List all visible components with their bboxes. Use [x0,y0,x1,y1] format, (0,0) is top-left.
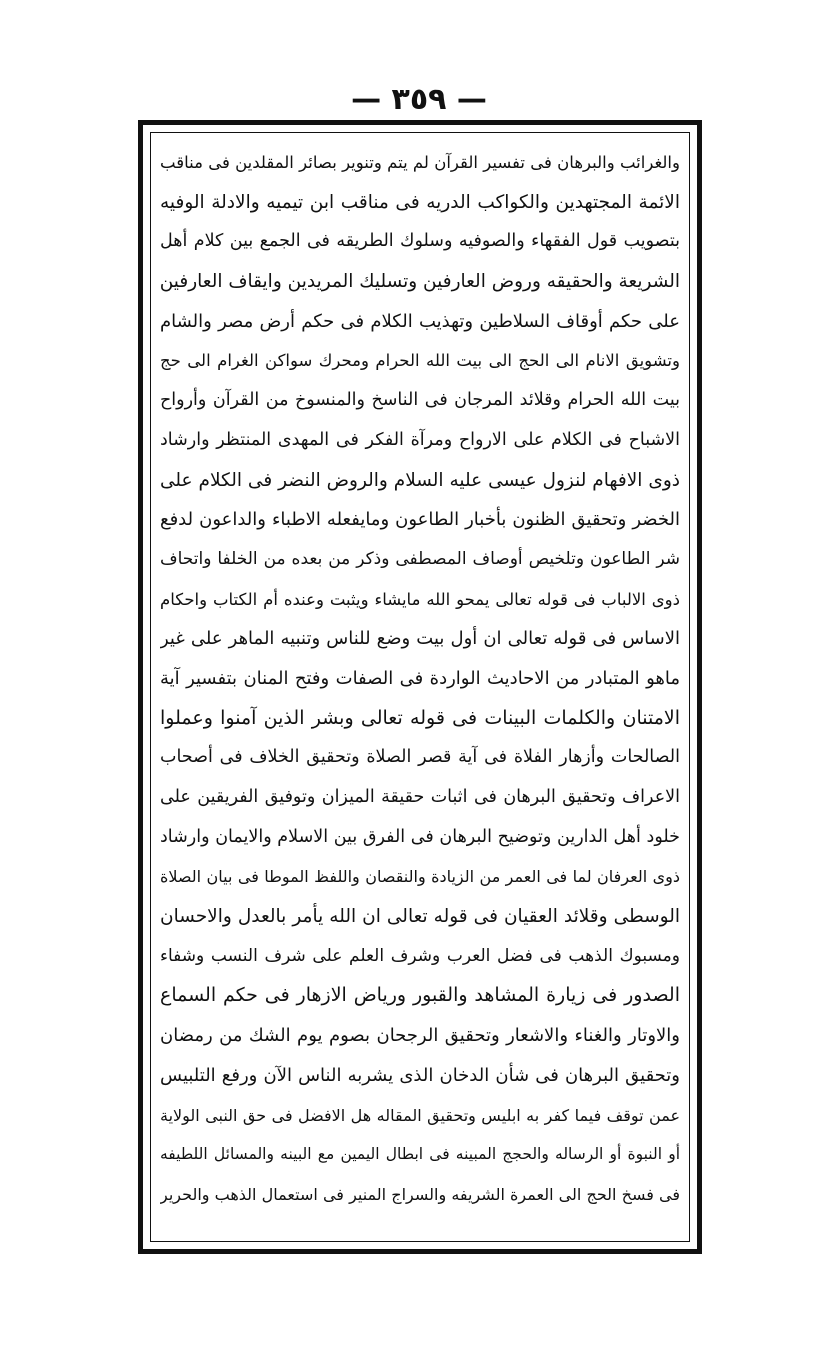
text-frame-inner-border [150,132,690,1242]
text-line: الاشباح فى الكلام على الارواح ومرآة الفكر فى المهدى المنتظر وارشاد [160,429,680,450]
text-line: ذوى الالباب فى قوله تعالى يمحو الله مايشاء ويثبت وعنده أم الكتاب واحكام [160,589,680,609]
text-line: عمن توقف فيما كفر به ابليس وتحقيق المقاله هل الافضل فى حق النبى الولاية [160,1105,680,1125]
page-number: — ٣٥٩ — [351,82,487,117]
text-line: والاوتار والغناء والاشعار وتحقيق الرجحان بصوم يوم الشك من رمضان [160,1025,680,1047]
text-line: الصدور فى زيارة المشاهد والقبور ورياض الازهار فى حكم السماع [160,984,680,1007]
text-line: وتشويق الانام الى الحج الى بيت الله الحرام ومحرك سواكن الغرام الى حج [160,351,680,371]
text-line: الصالحات وأزهار الفلاة فى آية قصر الصلاة وتحقيق الخلاف فى أصحاب [160,747,680,768]
text-line: ومسبوك الذهب فى فضل العرب وشرف العلم على شرف النسب وشفاء [160,945,680,966]
text-line: بتصويب قول الفقهاء والصوفيه وسلوك الطريقه فى الجمع بين كلام أهل [160,231,680,252]
body-text [160,143,680,1231]
text-line: والغرائب والبرهان فى تفسير القرآن لم يتم وتنوير بصائر المقلدين فى مناقب [160,153,680,172]
text-line: الاعراف وتحقيق البرهان فى اثبات حقيقة الميزان وتوفيق الفريقين على [160,787,680,807]
text-line: خلود أهل الدارين وتوضيح البرهان فى الفرق بين الاسلام والايمان وارشاد [160,826,680,847]
text-line: ذوى الافهام لنزول عيسى عليه السلام والروض النضر فى الكلام على [160,469,680,491]
text-line: ماهو المتبادر من الاحاديث الواردة فى الصفات وفتح المنان بتفسير آية [160,667,680,689]
text-line: الامتنان والكلمات البينات فى قوله تعالى وبشر الذين آمنوا وعملوا [160,706,680,729]
text-line: على حكم أوقاف السلاطين وتهذيب الكلام فى حكم أرض مصر والشام [160,310,680,332]
text-line: الاساس فى قوله تعالى ان أول بيت وضع للناس وتنبيه الماهر على غير [160,628,680,650]
text-line: أو النبوة أو الرساله والحجج المبينه فى ابطال اليمين مع البينه والمسائل اللطيفه [160,1145,680,1164]
text-line: ذوى العرفان لما فى العمر من الزيادة والنقصان واللفظ الموطا فى بيان الصلاة [160,867,680,887]
text-line: الوسطى وقلائد العقيان فى قوله تعالى ان الله يأمر بالعدل والاحسان [160,906,680,928]
text-line: شر الطاعون وتلخيص أوصاف المصطفى وذكر من بعده من الخلفا واتحاف [160,548,680,569]
text-line: الائمة المجتهدين والكواكب الدريه فى مناقب ابن تيميه والادلة الوفيه [160,191,680,213]
text-line: فى فسخ الحج الى العمرة الشريفه والسراج المنير فى استعمال الذهب والحرير [160,1184,680,1204]
text-line: الخضر وتحقيق الظنون بأخبار الطاعون ومايفعله الاطباء والداعون لدفع [160,509,680,531]
text-line: وتحقيق البرهان فى شأن الدخان الذى يشربه الناس الآن ورفع التلبيس [160,1064,680,1086]
text-line: بيت الله الحرام وقلائد المرجان فى الناسخ والمنسوخ من القرآن وأرواح [160,390,680,411]
text-line: الشريعة والحقيقه وروض العارفين وتسليك المريدين وايقاف العارفين [160,271,680,293]
text-frame-outer-border [138,120,702,1254]
